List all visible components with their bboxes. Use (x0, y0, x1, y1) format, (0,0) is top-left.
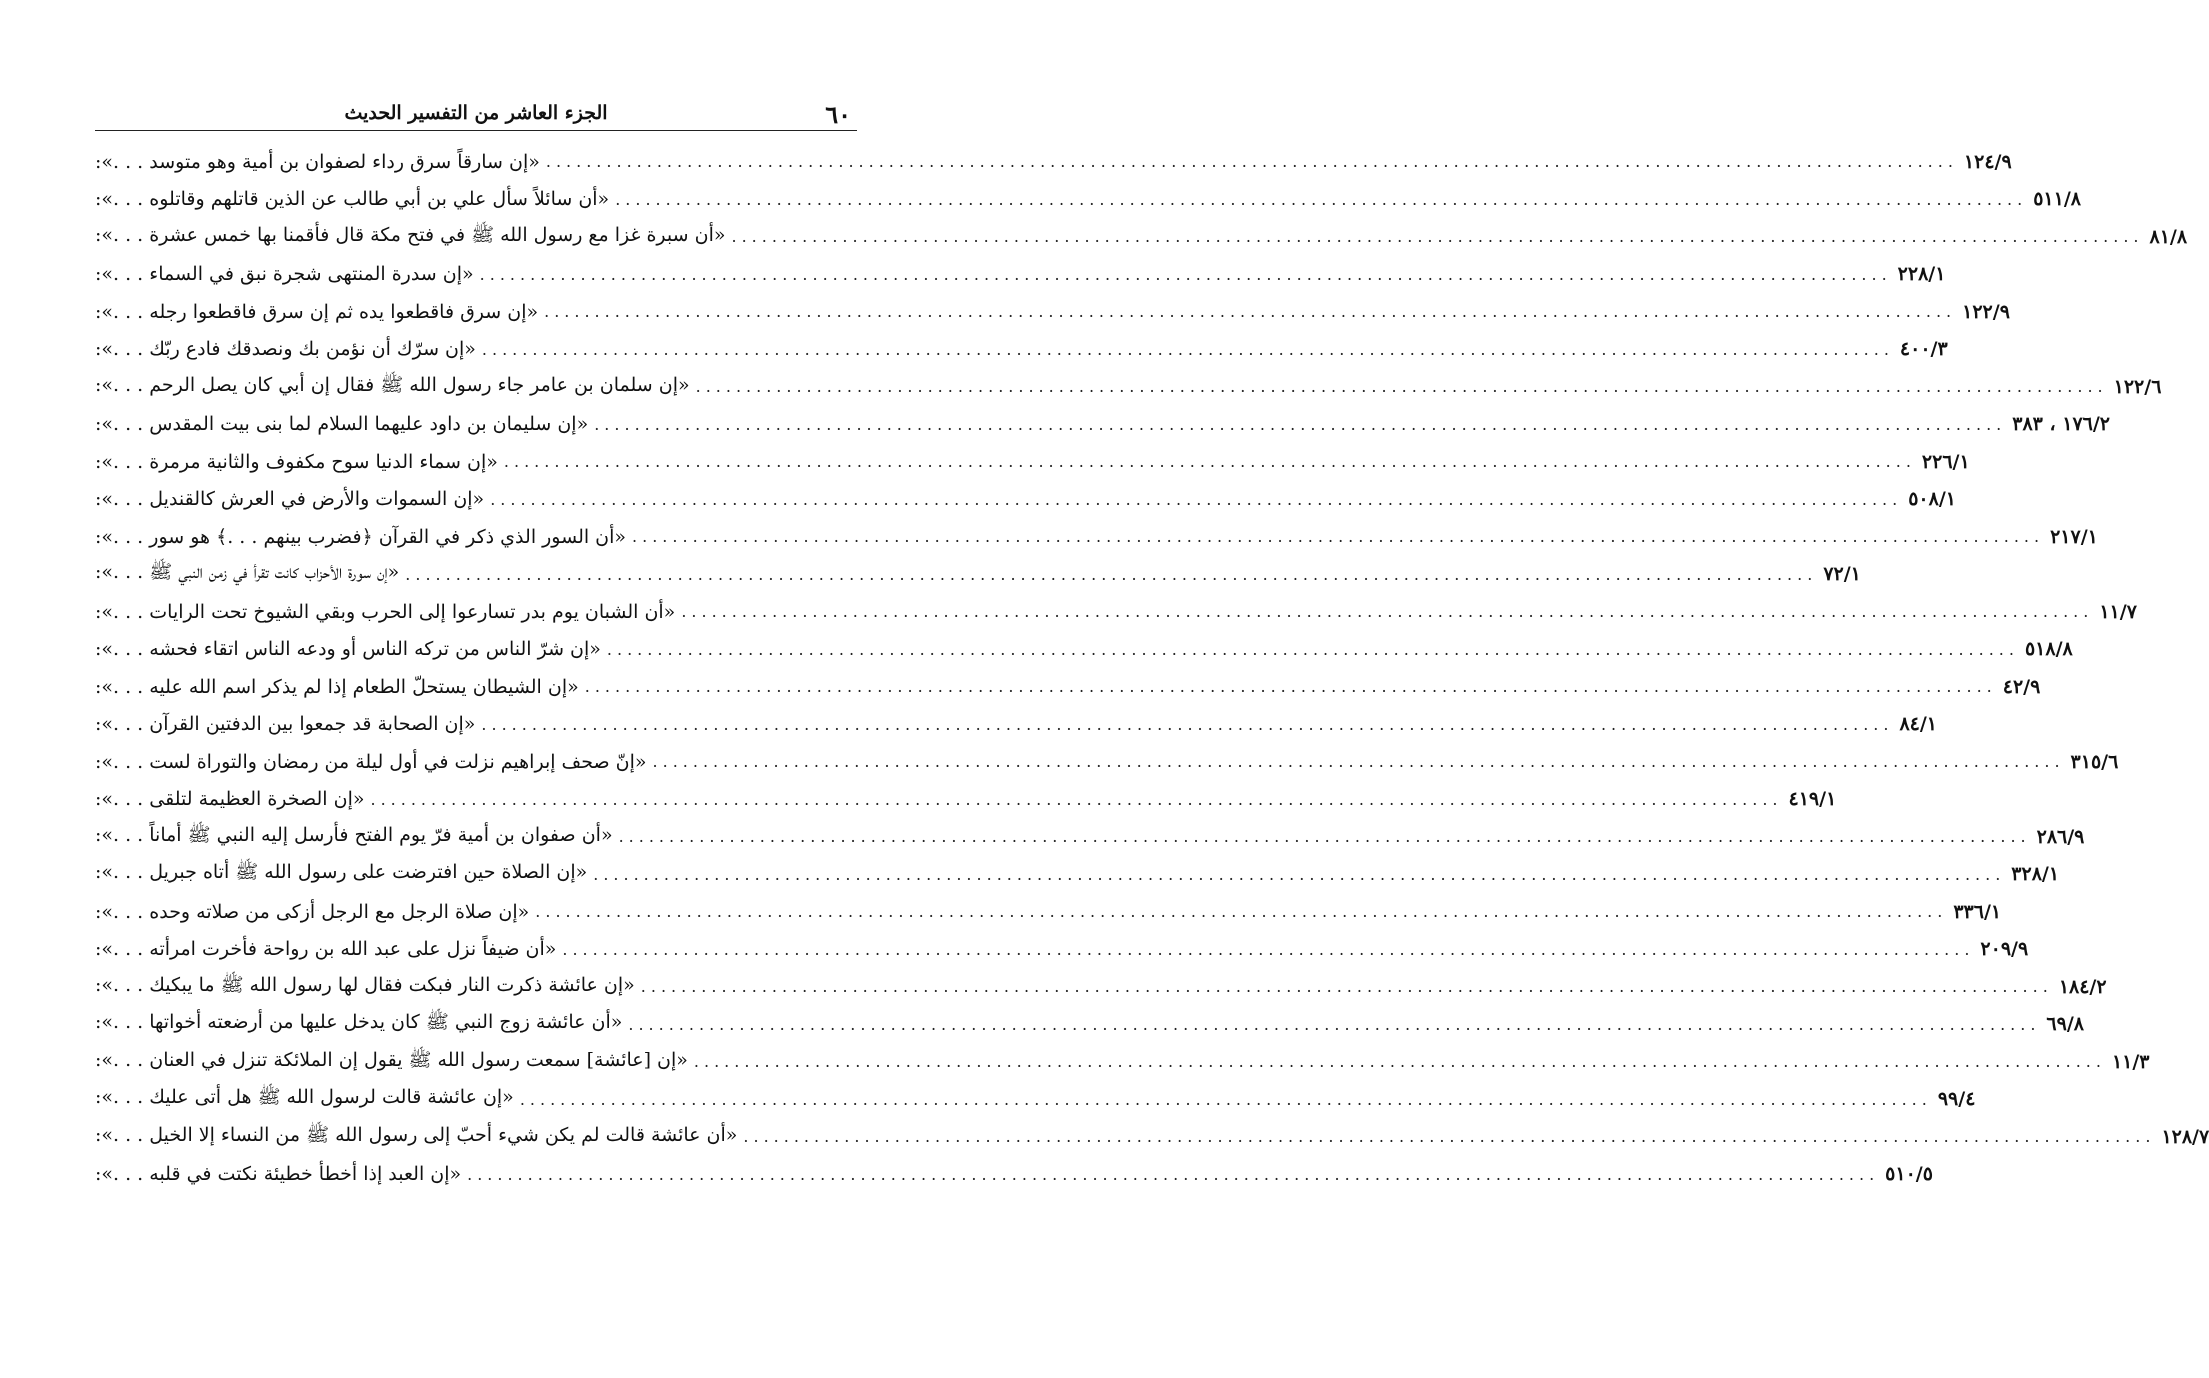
leader-dots: ............................................................................................................................................ (632, 527, 2045, 547)
index-entry (95, 1081, 1976, 1119)
leader-dots: ............................................................................................................................................ (652, 752, 2065, 772)
leader-dots: ............................................................................................................................................ (562, 939, 1975, 959)
entry-reference: ٢٠٩/٩ (1980, 938, 2029, 961)
index-entry (95, 443, 1970, 481)
entry-reference: ٢١٧/١ (2050, 525, 2098, 548)
index-entries (95, 143, 2209, 1193)
entry-reference: ٩٩/٤ (1937, 1088, 1976, 1111)
entry-text: «إن السموات والأرض في العرش كالقنديل . . .»: (95, 488, 485, 511)
index-entry (95, 1043, 2150, 1081)
entry-text: «إنّ صحف إبراهيم نزلت في أول ليلة من رمضان والتوراة لست . . .»: (95, 750, 647, 773)
running-header (95, 100, 857, 131)
leader-dots: ............................................................................................................................................ (405, 564, 1818, 584)
entry-reference: ٢٨٦/٩ (2036, 825, 2085, 848)
entry-reference: ١٢٢/٩ (1962, 300, 2010, 323)
entry-text: «إن سرّك أن نؤمن بك ونصدقك فادع ربّك . . .»: (95, 338, 476, 361)
entry-reference: ٥١١/٨ (2033, 188, 2081, 211)
index-entry (95, 893, 2002, 931)
index-entry (95, 218, 2188, 256)
entry-text: «أن صفوان بن أمية فرّ يوم الفتح فأرسل إليه النبي ﷺ أماناً . . .»: (95, 823, 613, 846)
index-entry (95, 256, 1946, 294)
leader-dots: ............................................................................................................................................ (618, 827, 2031, 847)
entry-text: «إن العبد إذا أخطأ خطيئة نكتت في قلبه . . .»: (95, 1163, 462, 1186)
leader-dots: ............................................................................................................................................ (370, 789, 1783, 809)
entry-reference: ٦٩/٨ (2046, 1013, 2084, 1036)
entry-reference: ١٨٤/٢ (2058, 975, 2107, 998)
entry-reference: ٤١٩/١ (1788, 788, 1837, 811)
index-entry (95, 1006, 2084, 1044)
leader-dots: ............................................................................................................................................ (743, 1127, 2156, 1147)
leader-dots: ............................................................................................................................................ (481, 339, 1894, 359)
entry-text: «أن سائلاً سأل علي بن أبي طالب عن الذين قاتلهم وقاتلوه . . .»: (95, 188, 610, 211)
entry-reference: ٣٣٦/١ (1953, 900, 2002, 923)
entry-reference: ١١/٧ (2099, 600, 2137, 623)
leader-dots: ............................................................................................................................................ (693, 1052, 2106, 1072)
leader-dots: ............................................................................................................................................ (681, 602, 2094, 622)
leader-dots: ............................................................................................................................................ (594, 414, 2007, 434)
index-entry (95, 1118, 2209, 1156)
index-entry (95, 406, 2111, 444)
entry-text: «أن عائشة قالت لم يكن شيء أحبّ إلى رسول الله ﷺ من النساء إلا الخيل . . .»: (95, 1123, 738, 1146)
index-entry (95, 368, 2162, 406)
index-entry (95, 331, 1948, 369)
entry-text: «إن [عائشة] سمعت رسول الله ﷺ يقول إن الملائكة تنزل في العنان . . .»: (95, 1048, 688, 1071)
index-entry (95, 968, 2107, 1006)
entry-text: «إن سليمان بن داود عليهما السلام لما بنى بيت المقدس . . .»: (95, 413, 589, 436)
running-title: الجزء العاشر من التفسير الحديث (344, 102, 608, 124)
index-entry (95, 181, 2081, 219)
entry-text: «إن سماء الدنيا سوح مكفوف والثانية مرمرة . . .»: (95, 450, 498, 473)
entry-reference: ٥١٠/٥ (1885, 1163, 1933, 1186)
entry-reference: ٨٤/١ (1899, 713, 1938, 736)
index-entry (95, 706, 1938, 744)
leader-dots: ............................................................................................................................................ (544, 302, 1957, 322)
entry-text: «إن عائشة ذكرت النار فبكت فقال لها رسول الله ﷺ ما يبكيك . . .»: (95, 973, 635, 996)
index-entry (95, 481, 1956, 519)
entry-text: «إن سدرة المنتهى شجرة نبق في السماء . . .»: (95, 263, 474, 286)
entry-reference: ٧٢/١ (1823, 563, 1861, 586)
index-entry (95, 518, 2098, 556)
entry-text: «إن شرّ الناس من تركه الناس أو ودعه الناس اتقاء فحشه . . .»: (95, 638, 601, 661)
leader-dots: ............................................................................................................................................ (593, 864, 2006, 884)
entry-text: «إن الصلاة حين افترضت على رسول الله ﷺ أتاه جبريل . . .»: (95, 861, 588, 884)
index-entry (95, 781, 1837, 819)
entry-text: «إن الصخرة العظيمة لتلقى . . .»: (95, 788, 365, 811)
entry-text: «أن السور الذي ذكر في القرآن ﴿فضرب بينهم . . .﴾ هو سور . . .»: (95, 525, 627, 548)
leader-dots: ............................................................................................................................................ (545, 152, 1958, 172)
index-entry (95, 743, 2119, 781)
entry-reference: ٤٠٠/٣ (1899, 338, 1948, 361)
entry-reference: ٢٢٨/١ (1897, 263, 1946, 286)
entry-text: «أن سبرة غزا مع رسول الله ﷺ في فتح مكة قال فأقمنا بها خمس عشرة . . .»: (95, 223, 726, 246)
index-entry (95, 818, 2085, 856)
entry-text: «إن سارقاً سرق رداء لصفوان بن أمية وهو متوسد . . .»: (95, 150, 540, 173)
entry-reference: ١٢٨/٧ (2161, 1125, 2209, 1148)
entry-reference: ٣١٥/٦ (2070, 750, 2119, 773)
entry-reference: ٢٢٦/١ (1921, 450, 1970, 473)
entry-reference: ١٢٢/٦ (2113, 375, 2162, 398)
leader-dots: ............................................................................................................................................ (519, 1089, 1932, 1109)
index-page (95, 100, 2209, 1193)
index-entry (95, 856, 2060, 894)
leader-dots: ............................................................................................................................................ (606, 639, 2019, 659)
entry-text: «إن سرق فاقطعوا يده ثم إن سرق فاقطعوا رجله . . .»: (95, 300, 539, 323)
leader-dots: ............................................................................................................................................ (479, 264, 1892, 284)
leader-dots: ............................................................................................................................................ (490, 489, 1903, 509)
entry-text: «إن صلاة الرجل مع الرجل أزكى من صلاته وحده . . .»: (95, 900, 530, 923)
index-entry (95, 593, 2137, 631)
index-entry (95, 556, 1861, 594)
entry-reference: ٣٢٨/١ (2011, 863, 2060, 886)
entry-text: «أن عائشة زوج النبي ﷺ كان يدخل عليها من أرضعته أخواتها . . .»: (95, 1011, 623, 1034)
index-entry (95, 1156, 1933, 1194)
entry-text: «إن سلمان بن عامر جاء رسول الله ﷺ فقال إن أبي كان يصل الرحم . . .»: (95, 373, 690, 396)
entry-text: «إن سورة الأحزاب كانت تقرأ في زمن النبي ﷺ . . .»: (95, 561, 400, 584)
entry-reference: ١٧٦/٢ ، ٣٨٣ (2012, 413, 2111, 436)
entry-reference: ١٢٤/٩ (1963, 150, 2012, 173)
leader-dots: ............................................................................................................................................ (640, 977, 2053, 997)
leader-dots: ............................................................................................................................................ (584, 677, 1997, 697)
entry-text: «أن ضيفاً نزل على عبد الله بن رواحة فأخرت امرأته . . .»: (95, 938, 557, 961)
page-number: ٦٠ (825, 100, 851, 129)
entry-text: «إن عائشة قالت لرسول الله ﷺ هل أتى عليك . . .»: (95, 1086, 514, 1109)
entry-text: «إن الشيطان يستحلّ الطعام إذا لم يذكر اسم الله عليه . . .»: (95, 675, 579, 698)
leader-dots: ............................................................................................................................................ (481, 714, 1894, 734)
index-entry (95, 668, 2041, 706)
entry-reference: ١١/٣ (2111, 1050, 2150, 1073)
leader-dots: ............................................................................................................................................ (467, 1164, 1880, 1184)
leader-dots: ............................................................................................................................................ (503, 452, 1916, 472)
leader-dots: ............................................................................................................................................ (695, 377, 2108, 397)
entry-text: «أن الشبان يوم بدر تسارعوا إلى الحرب وبقي الشيوخ تحت الرايات . . .»: (95, 600, 676, 623)
entry-reference: ٥١٨/٨ (2024, 638, 2073, 661)
entry-reference: ٨١/٨ (2149, 225, 2188, 248)
index-entry (95, 931, 2029, 969)
entry-reference: ٥٠٨/١ (1908, 488, 1956, 511)
index-entry (95, 293, 2010, 331)
leader-dots: ............................................................................................................................................ (731, 227, 2144, 247)
index-entry (95, 631, 2073, 669)
leader-dots: ............................................................................................................................................ (615, 189, 2028, 209)
entry-text: «إن الصحابة قد جمعوا بين الدفتين القرآن . . .»: (95, 713, 476, 736)
index-entry (95, 143, 2012, 181)
entry-reference: ٤٢/٩ (2002, 675, 2041, 698)
leader-dots: ............................................................................................................................................ (628, 1014, 2041, 1034)
leader-dots: ............................................................................................................................................ (535, 902, 1948, 922)
